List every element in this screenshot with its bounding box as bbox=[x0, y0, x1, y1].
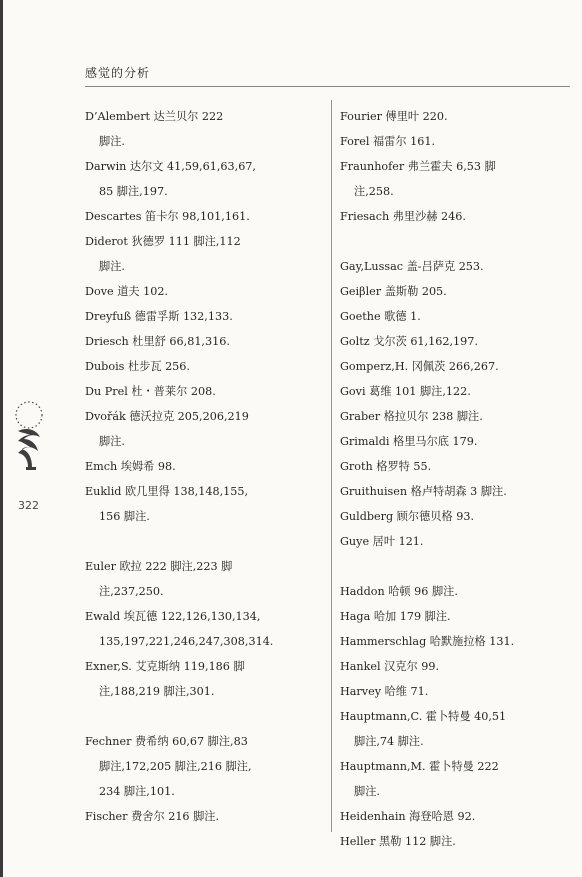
index-entry bbox=[85, 729, 325, 779]
index-entry bbox=[85, 404, 325, 454]
index-entry-text: Descartes 笛卡尔 98,101,161. bbox=[85, 210, 250, 223]
index-entry-continuation: 注,237,250. bbox=[99, 585, 164, 598]
entry-group-gap bbox=[340, 229, 572, 254]
index-entry-text: Du Prel 杜・普莱尔 208. bbox=[85, 385, 216, 398]
index-entry-text: Emch 埃姆希 98. bbox=[85, 460, 176, 473]
index-entry bbox=[340, 654, 572, 679]
index-entry-text: Dvořák 德沃拉克 205,206,219 bbox=[85, 410, 249, 423]
index-entry-text: Geiβler 盖斯勒 205. bbox=[340, 285, 447, 298]
index-entry bbox=[85, 604, 325, 654]
index-entry-text: Goethe 歌德 1. bbox=[340, 310, 421, 323]
index-entry-text: Dreyfuß 德雷孚斯 132,133. bbox=[85, 310, 233, 323]
index-entry bbox=[340, 829, 572, 854]
index-entry-text: Friesach 弗里沙赫 246. bbox=[340, 210, 466, 223]
index-entry-text: Groth 格罗特 55. bbox=[340, 460, 432, 473]
index-entry bbox=[85, 354, 325, 379]
index-entry-continuation: 脚注,172,205 脚注,216 脚注, bbox=[99, 760, 252, 773]
book-spine-edge bbox=[0, 0, 3, 877]
index-entry bbox=[340, 379, 572, 404]
index-entry-text: Darwin 达尔文 41,59,61,63,67, bbox=[85, 160, 256, 173]
index-entry-text: Gay,Lussac 盖-吕萨克 253. bbox=[340, 260, 484, 273]
index-entry bbox=[85, 454, 325, 479]
index-entry-continuation: 85 脚注,197. bbox=[99, 185, 168, 198]
decorative-swirl-emblem-icon bbox=[12, 397, 46, 477]
index-entry-text: D’Alembert 达兰贝尔 222 bbox=[85, 110, 224, 123]
index-entry bbox=[85, 329, 325, 354]
index-entry-text: Grimaldi 格里马尔底 179. bbox=[340, 435, 478, 448]
index-entry-text: Haddon 哈顿 96 脚注. bbox=[340, 585, 458, 598]
index-entry bbox=[340, 304, 572, 329]
index-entry bbox=[85, 804, 325, 829]
index-entry-text: Gruithuisen 格卢特胡森 3 脚注. bbox=[340, 485, 507, 498]
index-entry bbox=[340, 154, 572, 204]
index-entry bbox=[340, 704, 572, 754]
index-entry bbox=[340, 579, 572, 604]
index-entry bbox=[85, 304, 325, 329]
entry-group-gap bbox=[340, 554, 572, 579]
index-entry bbox=[85, 104, 325, 154]
index-entry-continuation: 脚注. bbox=[99, 435, 125, 448]
index-entry-text: Gomperz,H. 冈佩茨 266,267. bbox=[340, 360, 499, 373]
index-entry-text: Euklid 欧几里得 138,148,155, bbox=[85, 485, 249, 498]
index-entry bbox=[340, 754, 572, 804]
index-entry bbox=[340, 629, 572, 654]
index-entry bbox=[85, 154, 325, 204]
index-entry-continuation: 脚注. bbox=[99, 260, 125, 273]
index-entry-continuation: 135,197,221,246,247,308,314. bbox=[99, 635, 274, 648]
index-entry-text: Diderot 狄德罗 111 脚注,112 bbox=[85, 235, 241, 248]
index-entry bbox=[340, 104, 572, 129]
column-divider bbox=[331, 100, 332, 832]
index-entry bbox=[340, 204, 572, 229]
index-entry bbox=[340, 679, 572, 704]
index-entry-text: Fourier 傅里叶 220. bbox=[340, 110, 448, 123]
index-entry-text: Hauptmann,C. 霍卜特曼 40,51 bbox=[340, 710, 507, 723]
page-number: 322 bbox=[18, 499, 39, 512]
index-entry-text: Dubois 杜步瓦 256. bbox=[85, 360, 190, 373]
index-entry bbox=[340, 129, 572, 154]
index-entry-text: Fraunhofer 弗兰霍夫 6,53 脚 bbox=[340, 160, 496, 173]
index-entry-text: Govi 葛维 101 脚注,122. bbox=[340, 385, 471, 398]
index-entry-text: Fischer 费舍尔 216 脚注. bbox=[85, 810, 220, 823]
index-entry bbox=[340, 604, 572, 629]
index-entry-continuation: 注,188,219 脚注,301. bbox=[99, 685, 215, 698]
index-entry bbox=[340, 254, 572, 279]
index-entry bbox=[85, 279, 325, 304]
index-entry bbox=[340, 404, 572, 429]
index-entry-text: Goltz 戈尔茨 61,162,197. bbox=[340, 335, 478, 348]
index-entry-continuation: 注,258. bbox=[354, 185, 394, 198]
index-entry bbox=[340, 429, 572, 454]
index-entry bbox=[85, 204, 325, 229]
entry-group-gap bbox=[85, 704, 325, 729]
index-entry-text: Heller 黑勒 112 脚注. bbox=[340, 835, 456, 848]
index-entry-text: Dove 道夫 102. bbox=[85, 285, 169, 298]
index-entry bbox=[85, 479, 325, 529]
index-entry-text: Harvey 哈维 71. bbox=[340, 685, 429, 698]
index-entry bbox=[85, 554, 325, 604]
index-entry bbox=[85, 229, 325, 279]
index-entry bbox=[340, 529, 572, 554]
index-entry-text: Hankel 汉克尔 99. bbox=[340, 660, 440, 673]
index-entry-text: Guldberg 顾尔德贝格 93. bbox=[340, 510, 475, 523]
entry-group-gap bbox=[85, 529, 325, 554]
index-entry bbox=[340, 354, 572, 379]
index-entry-text: Heidenhain 海登哈恩 92. bbox=[340, 810, 476, 823]
index-entry bbox=[340, 479, 572, 504]
index-entry-continuation: 脚注,74 脚注. bbox=[354, 735, 424, 748]
index-entry bbox=[340, 504, 572, 529]
index-entry-text: Haga 哈加 179 脚注. bbox=[340, 610, 451, 623]
index-entry-continuation: 156 脚注. bbox=[99, 510, 150, 523]
index-entry-continuation: 脚注. bbox=[99, 135, 125, 148]
index-entry-text: Ewald 埃瓦德 122,126,130,134, bbox=[85, 610, 261, 623]
index-entry-text: Hammerschlag 哈默施拉格 131. bbox=[340, 635, 515, 648]
index-entry bbox=[85, 779, 325, 804]
index-entry-text: Forel 福雷尔 161. bbox=[340, 135, 436, 148]
index-entry-continuation: 脚注. bbox=[354, 785, 380, 798]
index-entry-text: Driesch 杜里舒 66,81,316. bbox=[85, 335, 230, 348]
index-entry-continuation: 234 脚注,101. bbox=[99, 785, 175, 798]
running-header: 感觉的分析 bbox=[85, 66, 151, 80]
index-entry-text: Fechner 费希纳 60,67 脚注,83 bbox=[85, 735, 248, 748]
index-entry-text: Euler 欧拉 222 脚注,223 脚 bbox=[85, 560, 233, 573]
index-entry bbox=[340, 329, 572, 354]
index-entry bbox=[340, 454, 572, 479]
index-entry bbox=[85, 379, 325, 404]
index-entry-text: Hauptmann,M. 霍卜特曼 222 bbox=[340, 760, 499, 773]
index-entry-text: Guye 居叶 121. bbox=[340, 535, 424, 548]
header-rule bbox=[85, 86, 570, 87]
index-entry bbox=[340, 804, 572, 829]
index-entry bbox=[340, 279, 572, 304]
index-entry-text: Exner,S. 艾克斯纳 119,186 脚 bbox=[85, 660, 245, 673]
index-column-right bbox=[340, 104, 572, 854]
index-entry bbox=[85, 654, 325, 704]
index-entry-text: Graber 格拉贝尔 238 脚注. bbox=[340, 410, 483, 423]
index-column-left bbox=[85, 104, 325, 829]
